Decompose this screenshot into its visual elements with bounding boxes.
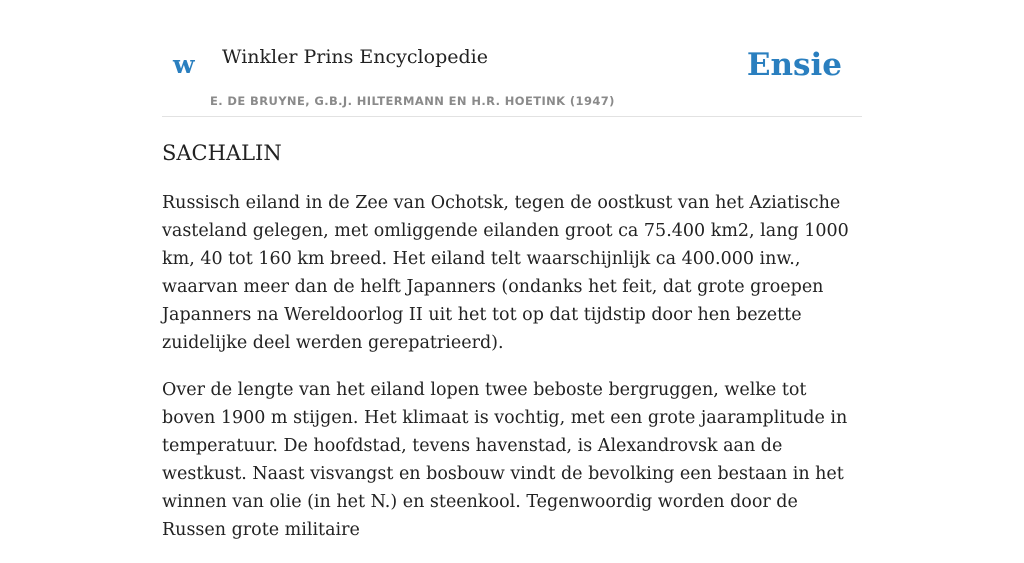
site-title-link[interactable]: Winkler Prins Encyclopedie — [222, 46, 488, 68]
article-body — [162, 140, 862, 563]
article-paragraph-2: Over de lengte van het eiland lopen twee beboste bergruggen, welke tot boven 1900 m stijgen. Het klimaat is vochtig, met een grote jaaramplitude in temperatuur. De hoofdstad, tevens havenstad, is Alexandrovsk aan de westkust. Naast visvangst en bosbouw vindt de bevolking een bestaan in het winnen van olie (in het N.) en steenkool. Tegenwoordig worden door de Russen grote militaire — [162, 380, 848, 541]
source-authors: E. DE BRUYNE, G.B.J. HILTERMANN EN H.R. HOETINK (1947) — [210, 94, 615, 108]
article-title: SACHALIN — [162, 141, 282, 165]
article-paragraph-1: Russisch eiland in de Zee van Ochotsk, tegen de oostkust van het Aziatische vasteland gelegen, met omliggende eilanden groot ca 75.400 km2, lang 1000 km, 40 tot 160 km breed. Het eiland telt waarschijnlijk ca 400.000 inw., waarvan meer dan de helft Japanners (ondanks het feit, dat grote groepen Japanners na Wereldoorlog II uit het tot op dat tijdstip door hen bezette zuidelijke deel werden gerepatrieerd). — [162, 193, 849, 354]
brand-logo-link[interactable]: Ensie — [746, 47, 842, 83]
site-logo-icon[interactable]: w — [173, 50, 195, 79]
site-header — [162, 0, 862, 117]
